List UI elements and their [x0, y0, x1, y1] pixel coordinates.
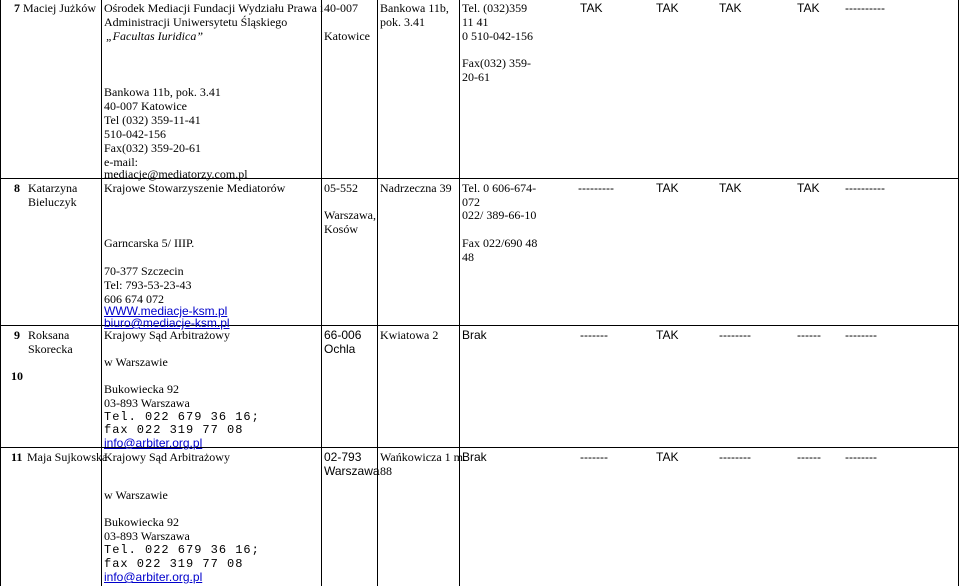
column-divider	[459, 0, 460, 586]
organization-name: Ośrodek Mediacji Fundacji Wydziału Prawa i	[104, 1, 324, 15]
website-link[interactable]: WWW.mediacje-ksm.pl	[104, 304, 228, 318]
mark-cell: ---------	[578, 181, 614, 195]
mark-cell: TAK	[797, 1, 820, 15]
mediator-name: Skorecka	[28, 342, 73, 356]
email-link[interactable]: info@arbiter.org.pl	[104, 436, 203, 450]
contact-address: 03-893 Warszawa	[104, 529, 190, 543]
row-number: 11	[11, 450, 23, 464]
row-number: 7	[14, 1, 20, 15]
organization-name: Krajowe Stowarzyszenie Mediatorów	[104, 181, 286, 195]
contact-address: Bukowiecka 92	[104, 382, 179, 396]
fax: 20-61	[462, 70, 490, 84]
contact-fax: Fax(032) 359-20-61	[104, 141, 201, 155]
row-number: 10	[11, 369, 23, 383]
email-link[interactable]: biuro@mediacje-ksm.pl	[104, 316, 230, 330]
mark-cell: TAK	[656, 1, 679, 15]
mediator-name: Roksana	[28, 328, 70, 342]
contact-fax: fax 022 319 77 08	[104, 423, 244, 437]
mark-cell: --------	[845, 328, 877, 342]
mark-cell: --------	[719, 450, 751, 464]
contact-email[interactable]: mediacje@mediatorzy.com.pl	[104, 167, 248, 181]
phone: Tel. (032)359	[462, 1, 528, 15]
mediator-name: Maciej Jużków	[23, 1, 96, 15]
column-divider	[377, 0, 378, 586]
street: Kwiatowa 2	[380, 328, 439, 342]
contact-phone: Tel. 022 679 36 16;	[104, 543, 260, 557]
row-number: 8	[14, 181, 20, 195]
contact-address: 03-893 Warszawa	[104, 396, 190, 410]
row-number: 9	[14, 328, 20, 342]
fax: 48	[462, 250, 474, 264]
street: Bankowa 11b,	[380, 1, 449, 15]
phone: 0 510-042-156	[462, 29, 533, 43]
fax: Fax 022/690 48	[462, 236, 538, 250]
contact-address: Bukowiecka 92	[104, 515, 179, 529]
mark-cell: ------	[797, 450, 821, 464]
table-border-right	[958, 0, 959, 586]
postal-code: 66-006	[324, 328, 362, 342]
mark-cell: TAK	[656, 181, 679, 195]
organization-city: w Warszawie	[104, 355, 168, 369]
postal-code: 02-793	[324, 450, 362, 464]
mark-cell: --------	[719, 328, 751, 342]
postal-code: 40-007	[324, 1, 358, 15]
contact-phone: Tel: 793-53-23-43	[104, 278, 192, 292]
column-divider	[321, 0, 322, 586]
contact-address: 70-377 Szczecin	[104, 264, 184, 278]
organization-name: „Facultas Iuridica”	[106, 29, 204, 43]
mark-cell: --------	[845, 450, 877, 464]
phone: 072	[462, 195, 480, 209]
city: Kosów	[324, 222, 359, 236]
mark-cell: ----------	[845, 181, 885, 195]
column-divider	[101, 0, 102, 586]
city: Warszawa,	[324, 208, 377, 222]
mark-cell: -------	[580, 328, 608, 342]
mark-cell: TAK	[719, 181, 742, 195]
phone: Tel. 0 606-674-	[462, 181, 537, 195]
street: Wańkowicza 1 m.	[380, 450, 467, 464]
city: Warszawa	[324, 464, 380, 478]
mark-cell: TAK	[656, 328, 679, 342]
organization-name: Krajowy Sąd Arbitrażowy	[104, 328, 230, 342]
mediator-name: Bieluczyk	[28, 195, 77, 209]
contact-phone: 606 674 072	[104, 292, 164, 306]
table-border-left	[0, 0, 1, 586]
contact-address: 40-007 Katowice	[104, 99, 187, 113]
mark-cell: TAK	[719, 1, 742, 15]
email-link[interactable]: info@arbiter.org.pl	[104, 570, 203, 584]
contact-address: Bankowa 11b, pok. 3.41	[104, 85, 221, 99]
city: Katowice	[324, 29, 370, 43]
contact-phone: Tel (032) 359-11-41	[104, 113, 201, 127]
street: 88	[380, 464, 392, 478]
mark-cell: TAK	[580, 1, 603, 15]
contact-address: Garncarska 5/ IIIP.	[104, 236, 195, 250]
phone: Brak	[462, 328, 487, 342]
mark-cell: TAK	[797, 181, 820, 195]
mark-cell: ----------	[845, 1, 885, 15]
contact-fax: fax 022 319 77 08	[104, 557, 244, 571]
mediator-name: Katarzyna	[28, 181, 78, 195]
organization-city: w Warszawie	[104, 488, 168, 502]
contact-phone: Tel. 022 679 36 16;	[104, 410, 260, 424]
phone: 022/ 389-66-10	[462, 208, 537, 222]
phone: Brak	[462, 450, 487, 464]
mediator-name: Maja Sujkowska	[27, 450, 108, 464]
city: Ochla	[324, 342, 356, 356]
organization-name: Administracji Uniwersytetu Śląskiego	[104, 15, 288, 29]
street: pok. 3.41	[380, 15, 425, 29]
contact-phone: 510-042-156	[104, 127, 166, 141]
street: Nadrzeczna 39	[380, 181, 452, 195]
organization-name: Krajowy Sąd Arbitrażowy	[104, 450, 230, 464]
mark-cell: -------	[580, 450, 608, 464]
postal-code: 05-552	[324, 181, 358, 195]
fax: Fax(032) 359-	[462, 56, 531, 70]
mark-cell: TAK	[656, 450, 679, 464]
phone: 11 41	[462, 15, 489, 29]
contact-email-label: e-mail:	[104, 155, 138, 169]
mark-cell: ------	[797, 328, 821, 342]
